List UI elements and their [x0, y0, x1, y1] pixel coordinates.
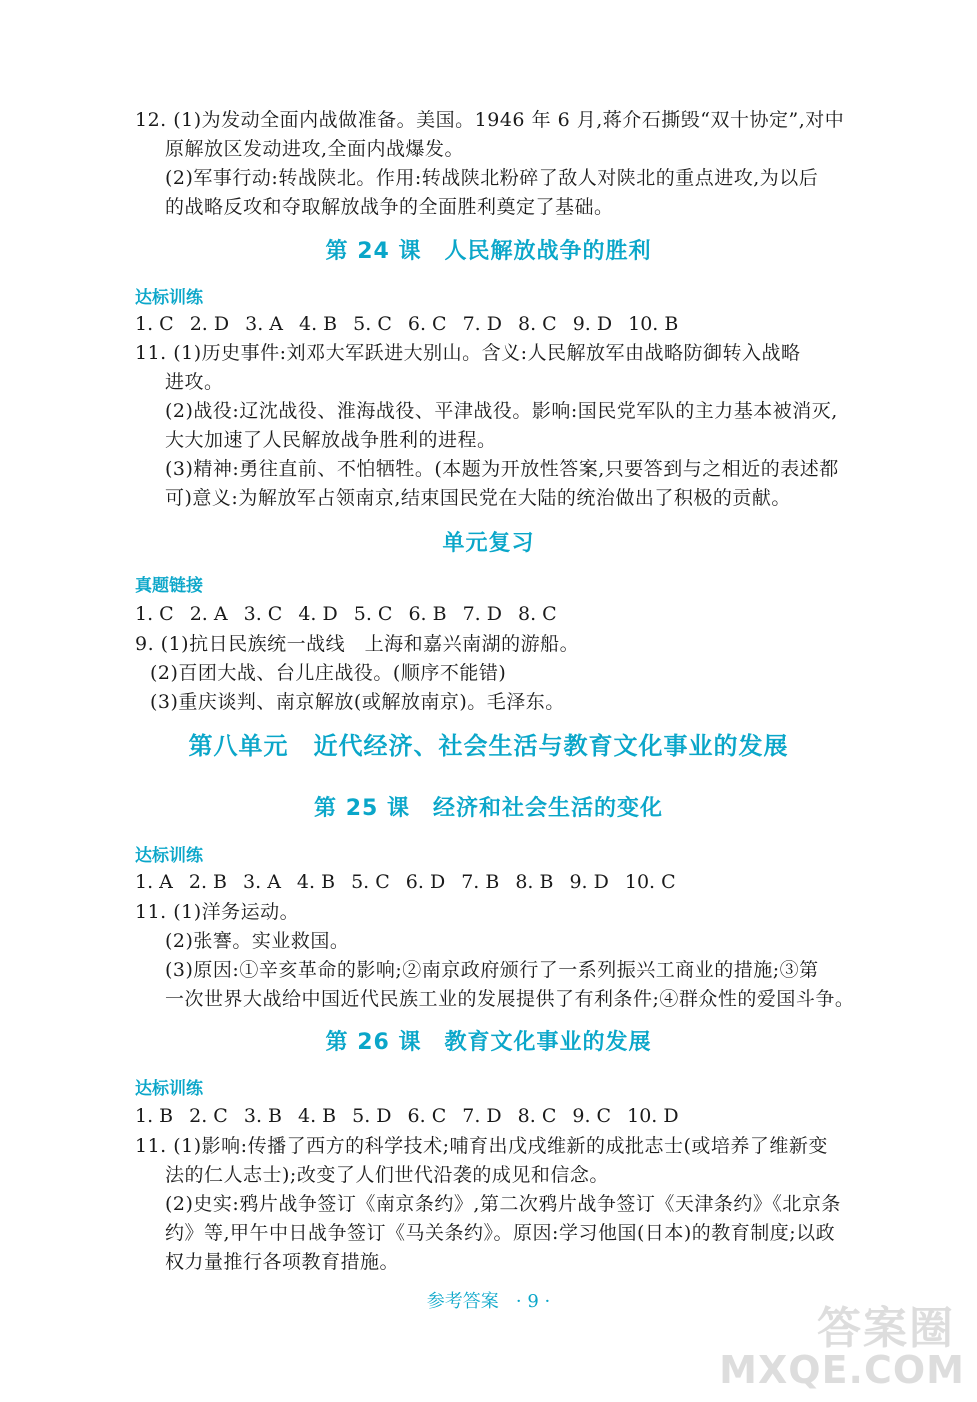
lesson-25-q11-line-1: 11. (1)洋务运动。: [135, 901, 300, 923]
choice: 5. C: [353, 313, 392, 335]
lesson-24-q11-line-4: 大大加速了人民解放战争胜利的进程。: [165, 429, 497, 451]
choice: 6. D: [405, 871, 446, 893]
q12-line-1: 12. (1)为发动全面内战做准备。美国。1946 年 6 月,蒋介石撕毁“双十协定”,对中: [135, 109, 845, 131]
review-q9-line-1: 9. (1)抗日民族统一战线 上海和嘉兴南湖的游船。: [135, 633, 580, 655]
review-q9-line-3: (3)重庆谈判、南京解放(或解放南京)。毛泽东。: [150, 691, 565, 713]
lesson-26-choices: [135, 1104, 695, 1128]
lesson-26-q11-line-4: 约》等,甲午中日战争签订《马关条约》。原因:学习他国(日本)的教育制度;以政: [165, 1222, 836, 1244]
unit-review-title: 单元复习: [442, 531, 535, 556]
lesson-24-q11-line-3: (2)战役:辽沈战役、淮海战役、平津战役。影响:国民党军队的主力基本被消灭,: [165, 400, 838, 422]
lesson-25-section: 达标训练: [135, 846, 203, 866]
choice: 9. D: [569, 871, 609, 893]
footer-label: 参考答案: [426, 1291, 499, 1312]
choice: 6. C: [407, 1105, 447, 1127]
choice: 1. C: [135, 313, 174, 335]
watermark-logo-text: 答案圈: [817, 1303, 955, 1354]
choice: 8. B: [515, 871, 554, 893]
lesson-26-q11-line-1: 11. (1)影响:传播了西方的科学技术;哺育出戊戌维新的成批志士(或培养了维新变: [135, 1135, 828, 1157]
choice: 7. D: [462, 1105, 502, 1127]
choice: 6. C: [407, 313, 447, 335]
page-number: · 9 ·: [515, 1291, 551, 1312]
choice: 2. A: [189, 603, 228, 625]
choice: 1. A: [135, 871, 173, 893]
lesson-26-q11-line-2: 法的仁人志士);改变了人们世代沿袭的成见和信念。: [165, 1164, 609, 1186]
choice: 10. C: [624, 871, 676, 893]
lesson-25-q11-line-4: 一次世界大战给中国近代民族工业的发展提供了有利条件;④群众性的爱国斗争。: [165, 988, 855, 1010]
choice: 7. B: [461, 871, 500, 893]
unit-review-section: 真题链接: [135, 576, 203, 596]
watermark-url-text: MXQE.COM: [719, 1348, 965, 1392]
choice: 6. B: [408, 603, 447, 625]
choice: 4. B: [298, 1105, 337, 1127]
lesson-24-section: 达标训练: [135, 288, 203, 308]
lesson-25-title: 第 25 课 经济和社会生活的变化: [314, 796, 663, 821]
choice: 5. C: [351, 871, 390, 893]
lesson-26-section: 达标训练: [135, 1079, 203, 1099]
q12-line-3: (2)军事行动:转战陕北。作用:转战陕北粉碎了敌人对陕北的重点进攻,为以后: [165, 167, 819, 189]
unit-8-title: 第八单元 近代经济、社会生活与教育文化事业的发展: [188, 732, 789, 760]
choice: 8. C: [517, 1105, 557, 1127]
lesson-25-q11-line-3: (3)原因:①辛亥革命的影响;②南京政府颁行了一系列振兴工商业的措施;③第: [165, 959, 819, 981]
lesson-25-q11-line-2: (2)张謇。实业救国。: [165, 930, 350, 952]
choice: 7. D: [462, 603, 502, 625]
watermark: [719, 1292, 965, 1402]
choice: 4. B: [296, 871, 336, 893]
choice: 10. B: [628, 313, 679, 335]
lesson-24-title: 第 24 课 人民解放战争的胜利: [325, 239, 652, 264]
lesson-26-title: 第 26 课 教育文化事业的发展: [325, 1030, 652, 1055]
choice: 3. A: [245, 313, 284, 335]
choice: 5. D: [352, 1105, 392, 1127]
choice: 2. C: [189, 1105, 228, 1127]
choice: 2. D: [189, 313, 230, 335]
review-q9-line-2: (2)百团大战、台儿庄战役。(顺序不能错): [150, 662, 507, 684]
choice: 3. C: [243, 603, 283, 625]
choice: 9. C: [572, 1105, 612, 1127]
lesson-24-q11-line-1: 11. (1)历史事件:刘邓大军跃进大别山。含义:人民解放军由战略防御转入战略: [135, 342, 801, 364]
lesson-24-q11-line-5: (3)精神:勇往直前、不怕牺牲。(本题为开放性答案,只要答到与之相近的表述都: [165, 458, 839, 480]
choice: 2. B: [188, 871, 228, 893]
choice: 4. D: [298, 603, 338, 625]
choice: 7. D: [462, 313, 502, 335]
choice: 1. C: [135, 603, 174, 625]
lesson-25-choices: [135, 870, 692, 894]
q12-line-4: 的战略反攻和夺取解放战争的全面胜利奠定了基础。: [165, 196, 614, 218]
choice: 8. C: [518, 313, 557, 335]
choice: 3. B: [243, 1105, 282, 1127]
unit-review-choices: [135, 602, 573, 626]
lesson-26-q11-line-5: 权力量推行各项教育措施。: [165, 1251, 400, 1273]
choice: 1. B: [135, 1105, 174, 1127]
choice: 8. C: [518, 603, 557, 625]
choice: 5. C: [353, 603, 393, 625]
lesson-24-q11-line-2: 进攻。: [165, 371, 224, 393]
choice: 10. D: [627, 1105, 679, 1127]
choice: 3. A: [243, 871, 281, 893]
q12-line-2: 原解放区发动进攻,全面内战爆发。: [165, 138, 465, 160]
lesson-26-q11-line-3: (2)史实:鸦片战争签订《南京条约》,第二次鸦片战争签订《天津条约》《北京条: [165, 1193, 841, 1215]
choice: 9. D: [572, 313, 613, 335]
choice: 4. B: [299, 313, 338, 335]
lesson-24-q11-line-6: 可)意义:为解放军占领南京,结束国民党在大陆的统治做出了积极的贡献。: [165, 487, 791, 509]
lesson-24-choices: [135, 312, 694, 336]
